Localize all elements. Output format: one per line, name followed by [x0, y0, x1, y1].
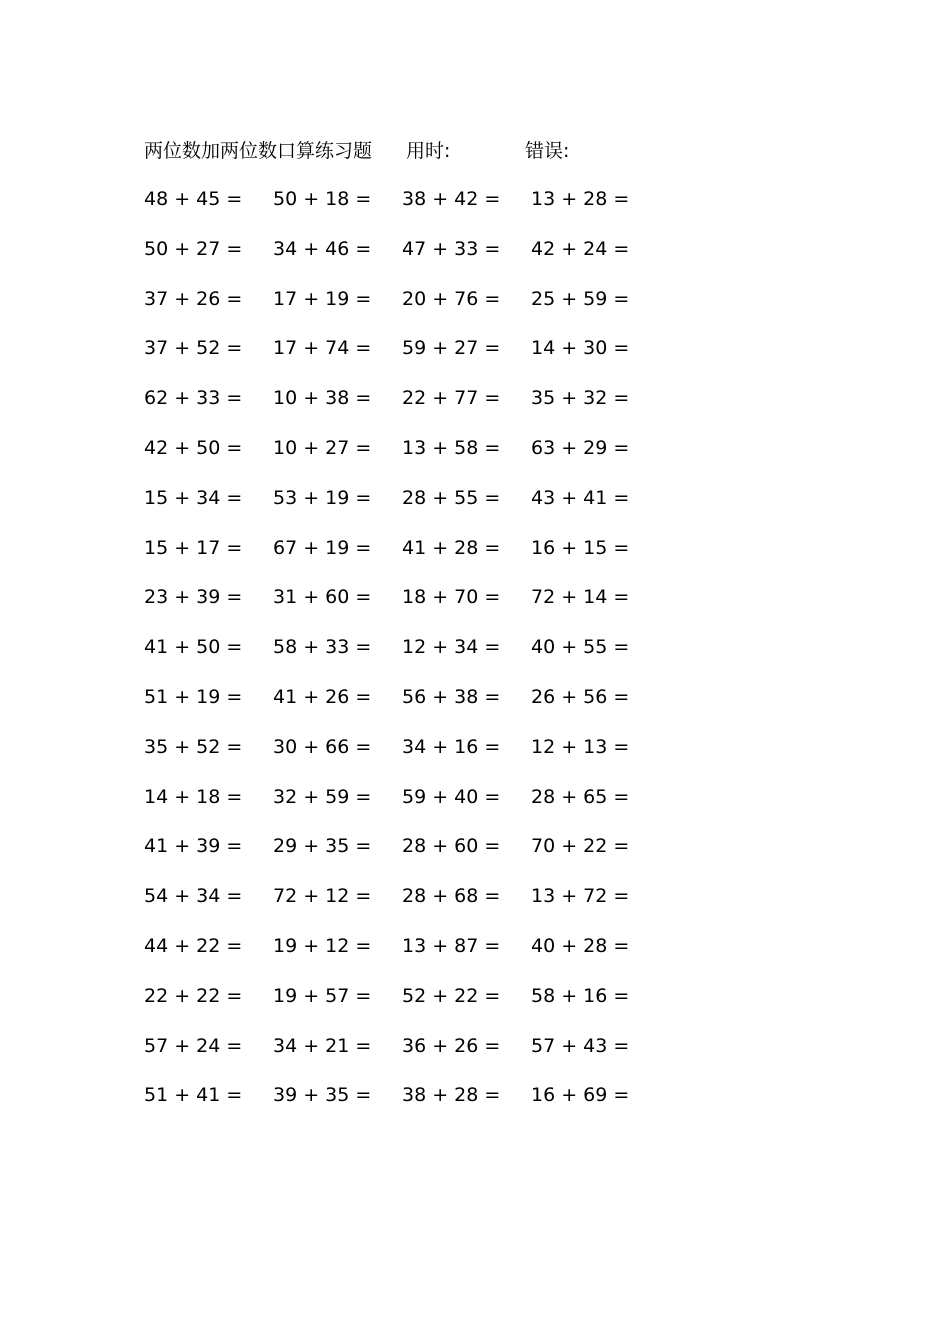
- problem-item: 17 + 74 =: [273, 337, 372, 360]
- problem-item: 52 + 22 =: [402, 984, 501, 1007]
- problem-row: [144, 1081, 664, 1131]
- problem-row: [144, 334, 664, 384]
- problem-item: 51 + 19 =: [144, 685, 243, 708]
- problem-item: 20 + 76 =: [402, 287, 501, 310]
- problem-item: 28 + 68 =: [402, 885, 501, 908]
- problem-item: 56 + 38 =: [402, 685, 501, 708]
- problem-item: 16 + 15 =: [531, 536, 630, 559]
- problem-item: 53 + 19 =: [273, 486, 372, 509]
- problem-item: 70 + 22 =: [531, 835, 630, 858]
- problem-row: [144, 882, 664, 932]
- problem-item: 47 + 33 =: [402, 237, 501, 260]
- problem-item: 39 + 35 =: [273, 1084, 372, 1107]
- problem-item: 54 + 34 =: [144, 885, 243, 908]
- problem-item: 38 + 42 =: [402, 188, 501, 210]
- problem-item: 41 + 50 =: [144, 636, 243, 659]
- problem-item: 13 + 28 =: [531, 188, 630, 210]
- problem-item: 14 + 18 =: [144, 785, 243, 808]
- worksheet-title: 两位数加两位数口算练习题: [144, 140, 373, 162]
- problem-item: 41 + 28 =: [402, 536, 501, 559]
- problem-item: 34 + 21 =: [273, 1034, 372, 1057]
- problem-item: 13 + 58 =: [402, 436, 501, 459]
- problem-item: 48 + 45 =: [144, 188, 243, 210]
- problem-item: 72 + 12 =: [273, 885, 372, 908]
- problem-item: 58 + 33 =: [273, 636, 372, 659]
- problem-row: [144, 384, 664, 434]
- problem-row: [144, 683, 664, 733]
- problem-item: 34 + 46 =: [273, 237, 372, 260]
- problem-item: 36 + 26 =: [402, 1034, 501, 1057]
- problem-item: 57 + 24 =: [144, 1034, 243, 1057]
- problem-item: 18 + 70 =: [402, 586, 501, 609]
- problem-item: 41 + 39 =: [144, 835, 243, 858]
- problem-item: 63 + 29 =: [531, 436, 630, 459]
- problem-row: [144, 285, 664, 335]
- problem-item: 32 + 59 =: [273, 785, 372, 808]
- problem-item: 12 + 34 =: [402, 636, 501, 659]
- problem-grid: [144, 185, 664, 1131]
- problem-item: 14 + 30 =: [531, 337, 630, 360]
- problem-item: 19 + 12 =: [273, 934, 372, 957]
- problem-row: [144, 583, 664, 633]
- problem-item: 67 + 19 =: [273, 536, 372, 559]
- problem-item: 28 + 60 =: [402, 835, 501, 858]
- problem-item: 37 + 52 =: [144, 337, 243, 360]
- problem-row: [144, 235, 664, 285]
- problem-row: [144, 633, 664, 683]
- errors-label: 错误:: [525, 140, 570, 162]
- problem-row: [144, 534, 664, 584]
- problem-row: [144, 832, 664, 882]
- problem-item: 17 + 19 =: [273, 287, 372, 310]
- problem-item: 22 + 22 =: [144, 984, 243, 1007]
- problem-item: 22 + 77 =: [402, 387, 501, 410]
- problem-item: 31 + 60 =: [273, 586, 372, 609]
- problem-item: 43 + 41 =: [531, 486, 630, 509]
- problem-item: 15 + 34 =: [144, 486, 243, 509]
- problem-item: 50 + 27 =: [144, 237, 243, 260]
- problem-item: 19 + 57 =: [273, 984, 372, 1007]
- problem-item: 25 + 59 =: [531, 287, 630, 310]
- problem-item: 15 + 17 =: [144, 536, 243, 559]
- problem-item: 34 + 16 =: [402, 735, 501, 758]
- problem-item: 10 + 38 =: [273, 387, 372, 410]
- problem-item: 28 + 65 =: [531, 785, 630, 808]
- problem-row: [144, 982, 664, 1032]
- problem-item: 44 + 22 =: [144, 934, 243, 957]
- problem-item: 38 + 28 =: [402, 1084, 501, 1107]
- problem-row: [144, 733, 664, 783]
- problem-item: 40 + 55 =: [531, 636, 630, 659]
- problem-item: 62 + 33 =: [144, 387, 243, 410]
- problem-item: 29 + 35 =: [273, 835, 372, 858]
- problem-item: 41 + 26 =: [273, 685, 372, 708]
- problem-row: [144, 484, 664, 534]
- problem-row: [144, 932, 664, 982]
- problem-item: 50 + 18 =: [273, 188, 372, 210]
- problem-item: 51 + 41 =: [144, 1084, 243, 1107]
- problem-item: 37 + 26 =: [144, 287, 243, 310]
- problem-item: 12 + 13 =: [531, 735, 630, 758]
- problem-item: 13 + 72 =: [531, 885, 630, 908]
- problem-item: 28 + 55 =: [402, 486, 501, 509]
- problem-item: 10 + 27 =: [273, 436, 372, 459]
- problem-item: 42 + 24 =: [531, 237, 630, 260]
- problem-row: [144, 434, 664, 484]
- problem-item: 35 + 32 =: [531, 387, 630, 410]
- problem-item: 42 + 50 =: [144, 436, 243, 459]
- problem-item: 59 + 27 =: [402, 337, 501, 360]
- problem-item: 72 + 14 =: [531, 586, 630, 609]
- problem-item: 16 + 69 =: [531, 1084, 630, 1107]
- problem-row: [144, 1032, 664, 1082]
- problem-row: [144, 185, 664, 235]
- problem-item: 57 + 43 =: [531, 1034, 630, 1057]
- problem-item: 58 + 16 =: [531, 984, 630, 1007]
- problem-item: 13 + 87 =: [402, 934, 501, 957]
- problem-item: 35 + 52 =: [144, 735, 243, 758]
- problem-item: 40 + 28 =: [531, 934, 630, 957]
- problem-item: 30 + 66 =: [273, 735, 372, 758]
- time-label: 用时:: [406, 140, 451, 162]
- problem-item: 26 + 56 =: [531, 685, 630, 708]
- problem-item: 59 + 40 =: [402, 785, 501, 808]
- problem-row: [144, 783, 664, 833]
- problem-item: 23 + 39 =: [144, 586, 243, 609]
